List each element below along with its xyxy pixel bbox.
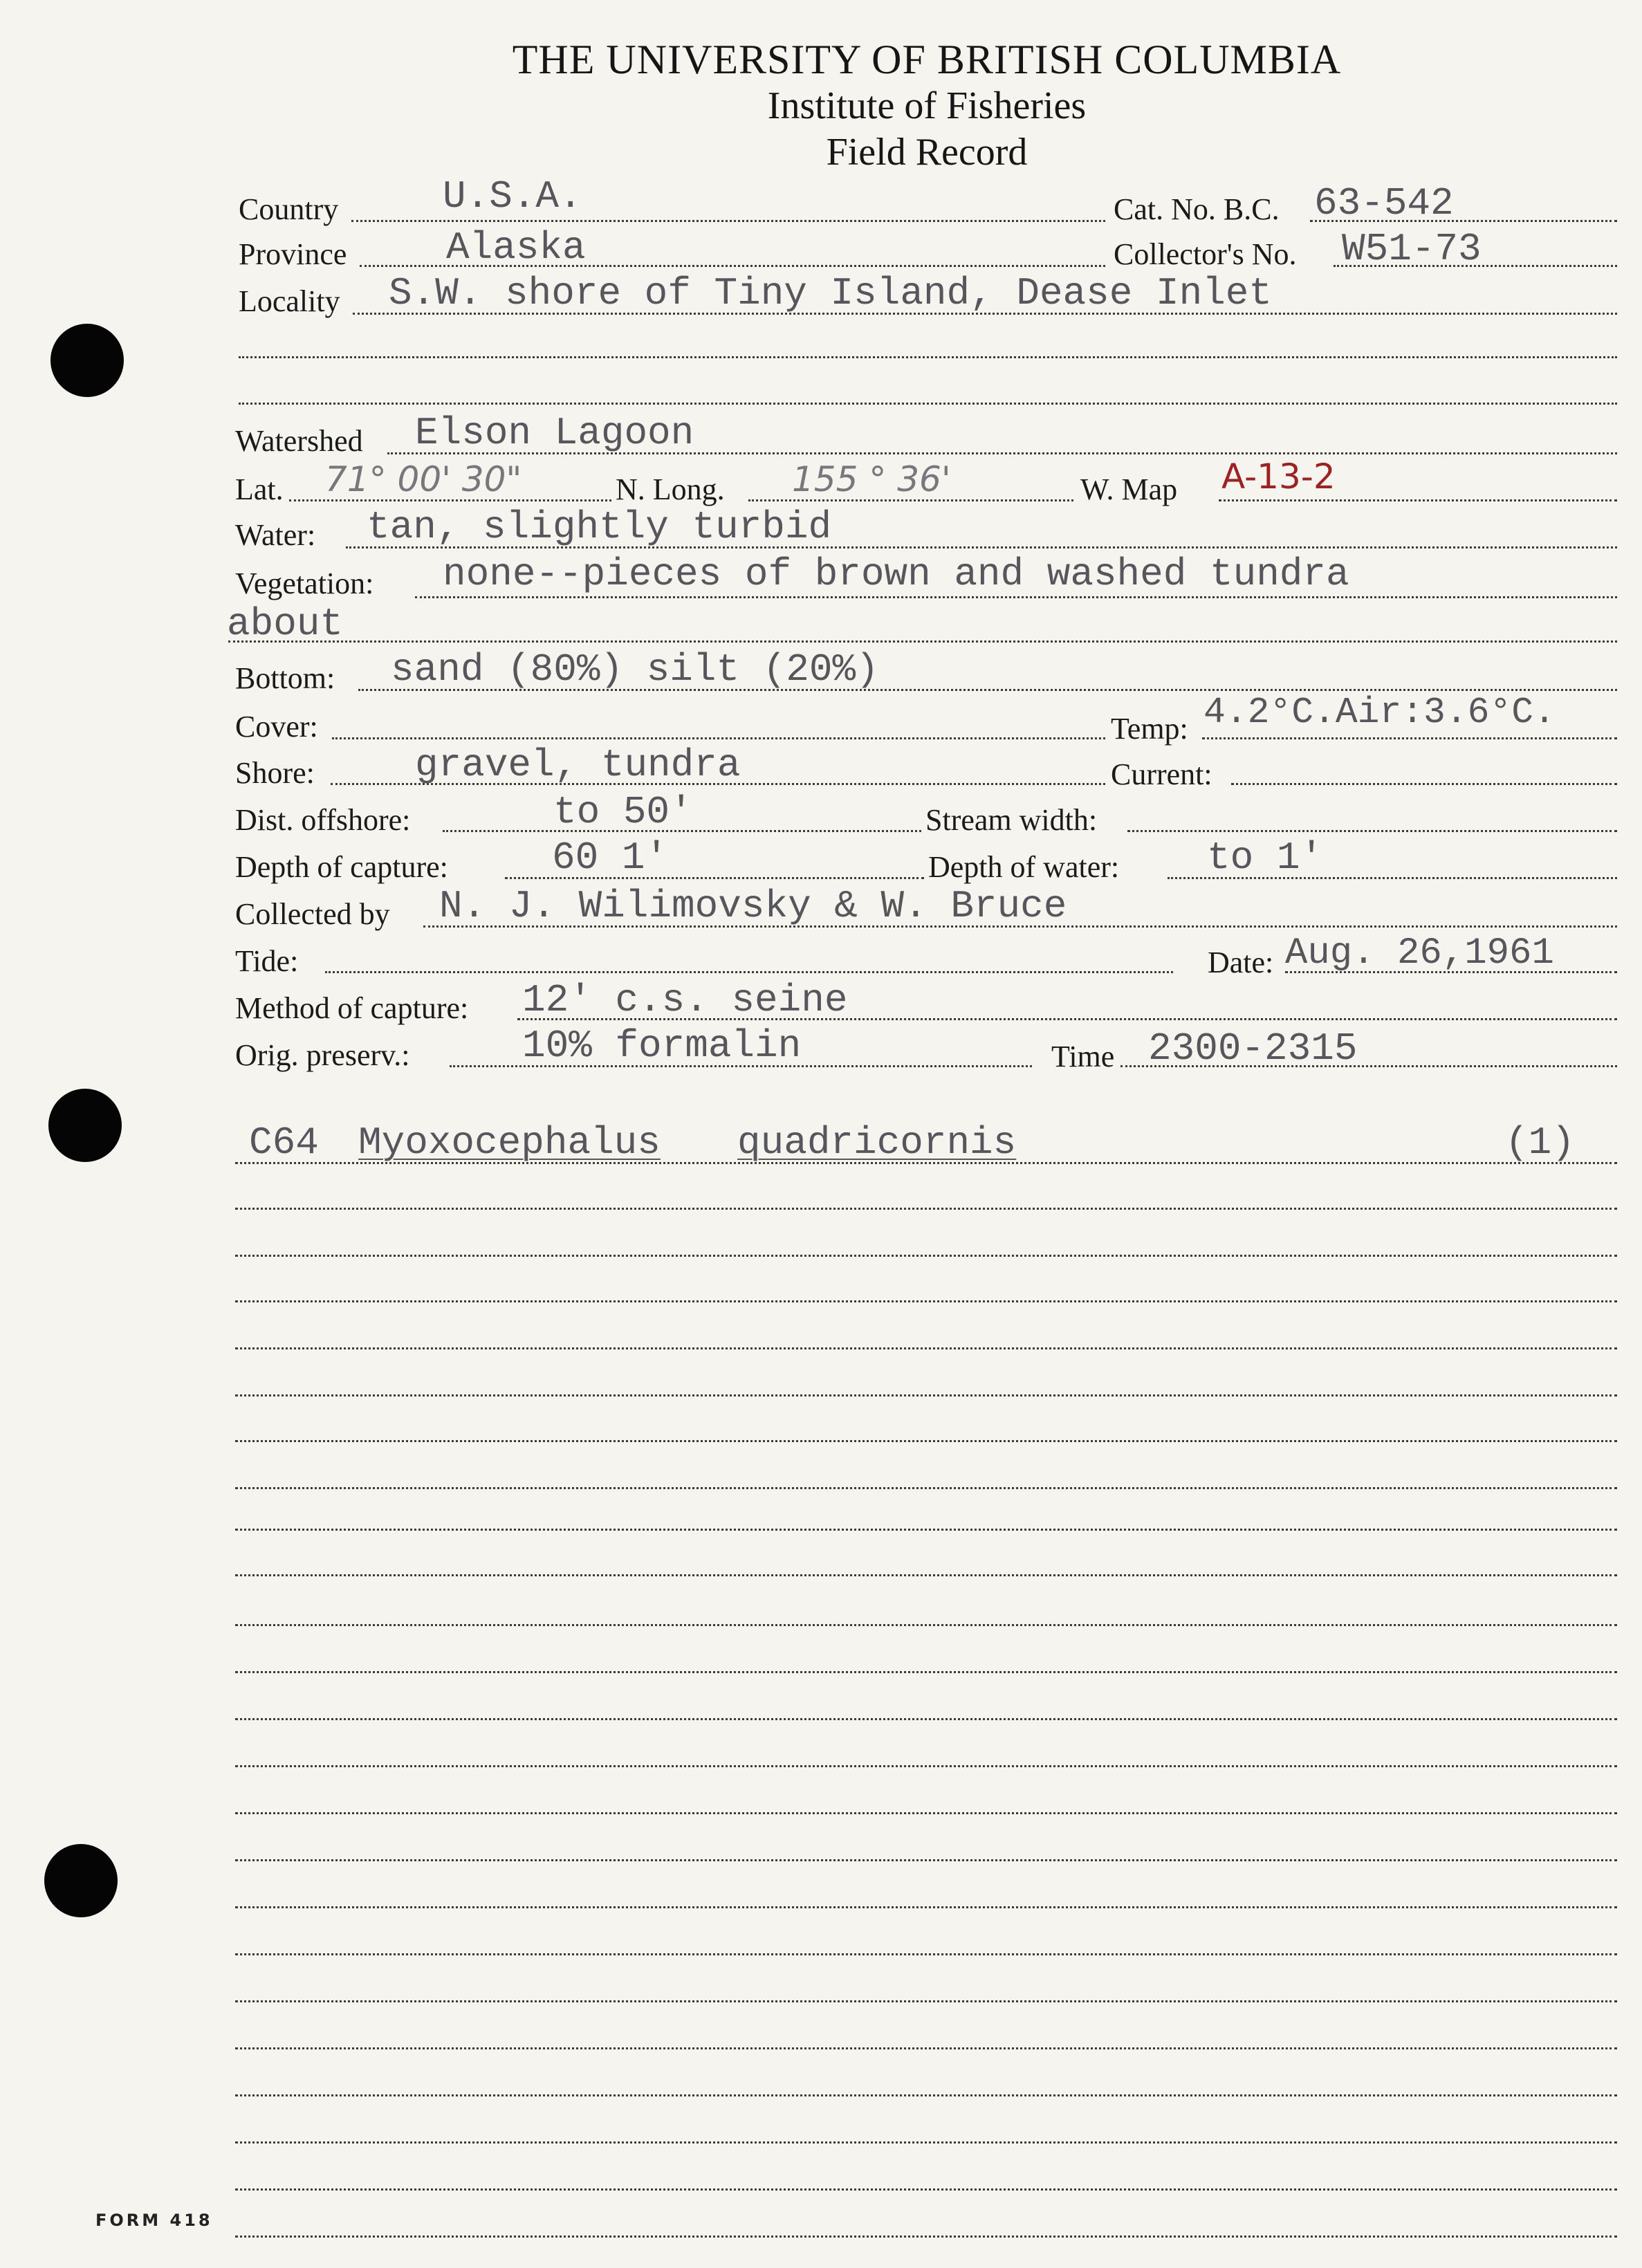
ruled-line: [235, 1765, 1617, 1767]
university-title: THE UNIVERSITY OF BRITISH COLUMBIA: [512, 37, 1342, 82]
tide-label: Tide:: [235, 944, 299, 978]
form-number: FORM 418: [95, 2211, 213, 2230]
temp-value: 4.2°C.Air:3.6°C.: [1203, 692, 1556, 733]
ruled-line: [235, 2141, 1617, 2143]
collectors-no-value: W51-73: [1342, 227, 1482, 271]
date-value: Aug. 26,1961: [1285, 932, 1554, 975]
specimen-count: (1): [1505, 1121, 1575, 1165]
vegetation-line-2: [228, 640, 1617, 643]
punch-hole-top: [50, 324, 124, 397]
ruled-line: [235, 2188, 1617, 2191]
ruled-line: [235, 2047, 1617, 2049]
species-line: [235, 1162, 1617, 1164]
species-genus: Myoxocephalus: [358, 1121, 661, 1165]
locality-value: S.W. shore of Tiny Island, Dease Inlet: [389, 271, 1273, 315]
method-label: Method of capture:: [235, 991, 469, 1025]
cover-line: [332, 737, 1105, 739]
ruled-line: [235, 1300, 1617, 1302]
orig-preserv-label: Orig. preserv.:: [235, 1038, 410, 1072]
time-value: 2300-2315: [1148, 1026, 1358, 1071]
time-label: Time: [1051, 1040, 1115, 1073]
ruled-line: [235, 1624, 1617, 1626]
shore-label: Shore:: [235, 756, 315, 790]
country-line: [351, 220, 1105, 222]
ruled-line: [235, 1953, 1617, 1955]
ruled-line: [235, 1812, 1617, 1814]
bottom-label: Bottom:: [235, 661, 335, 695]
method-value: 12' c.s. seine: [522, 978, 848, 1022]
species-code: C64: [249, 1121, 319, 1165]
punch-hole-bottom: [44, 1844, 118, 1917]
vegetation-label: Vegetation:: [235, 566, 374, 600]
temp-line: [1202, 737, 1617, 739]
date-label: Date:: [1208, 946, 1274, 979]
water-value: tan, slightly turbid: [367, 505, 832, 549]
locality-line-2: [239, 356, 1617, 358]
dist-offshore-value: to 50': [553, 790, 693, 834]
collectors-no-label: Collector's No.: [1114, 237, 1297, 271]
water-label: Water:: [235, 518, 316, 552]
w-map-label: W. Map: [1080, 472, 1178, 506]
cat-no-label: Cat. No. B.C.: [1114, 192, 1280, 226]
collected-by-label: Collected by: [235, 897, 390, 931]
n-long-label: N. Long.: [616, 472, 725, 506]
ruled-line: [235, 1440, 1617, 1442]
ruled-line: [235, 2094, 1617, 2096]
ruled-line: [235, 1906, 1617, 1908]
vegetation-value-line1: none--pieces of brown and washed tundra: [443, 552, 1349, 596]
long-line: [748, 499, 1073, 501]
locality-label: Locality: [239, 284, 340, 318]
stream-width-line: [1127, 830, 1617, 832]
current-label: Current:: [1111, 757, 1212, 791]
long-value: 155 ° 36': [792, 459, 951, 499]
current-line: [1231, 783, 1617, 785]
orig-preserv-value: 10% formalin: [522, 1024, 802, 1068]
lat-label: Lat.: [235, 472, 284, 506]
depth-capture-value: 60 1': [552, 836, 669, 880]
map-line: [1219, 499, 1617, 501]
stream-width-label: Stream width:: [925, 803, 1098, 837]
depth-water-value: to 1': [1207, 836, 1324, 880]
depth-water-label: Depth of water:: [928, 850, 1120, 884]
map-value: A-13-2: [1221, 457, 1336, 497]
ruled-line: [235, 1718, 1617, 1720]
depth-capture-label: Depth of capture:: [235, 850, 448, 884]
collected-by-value: N. J. Wilimovsky & W. Bruce: [439, 884, 1067, 928]
ruled-line: [235, 1859, 1617, 1861]
ruled-line: [235, 2000, 1617, 2002]
institute-title: Institute of Fisheries: [767, 84, 1087, 127]
vegetation-value-line2: about: [227, 602, 344, 646]
cover-label: Cover:: [235, 710, 318, 744]
ruled-line: [235, 2235, 1617, 2238]
species-name: quadricornis: [737, 1121, 1017, 1165]
bottom-value: sand (80%) silt (20%): [391, 647, 879, 692]
record-title: Field Record: [826, 131, 1028, 174]
ruled-line: [235, 1394, 1617, 1396]
tide-line: [325, 971, 1173, 973]
punch-hole-middle: [48, 1089, 122, 1162]
lat-value: 71° 00' 30": [325, 459, 522, 499]
ruled-line: [235, 1347, 1617, 1349]
lat-line: [289, 499, 611, 501]
temp-label: Temp:: [1111, 712, 1188, 746]
watershed-value: Elson Lagoon: [415, 411, 694, 455]
watershed-label: Watershed: [235, 424, 363, 458]
ruled-line: [235, 1487, 1617, 1489]
province-label: Province: [239, 237, 347, 271]
ruled-line: [235, 1529, 1617, 1531]
ruled-line: [235, 1671, 1617, 1673]
ruled-line: [235, 1208, 1617, 1210]
country-value: U.S.A.: [443, 174, 582, 219]
cat-no-value: 63-542: [1314, 181, 1454, 225]
ruled-line: [235, 1574, 1617, 1576]
dist-offshore-label: Dist. offshore:: [235, 803, 411, 837]
province-value: Alaska: [446, 225, 586, 270]
shore-value: gravel, tundra: [415, 743, 741, 787]
vegetation-line: [415, 596, 1617, 598]
ruled-line: [235, 1255, 1617, 1257]
country-label: Country: [239, 192, 339, 226]
locality-line-3: [239, 403, 1617, 405]
